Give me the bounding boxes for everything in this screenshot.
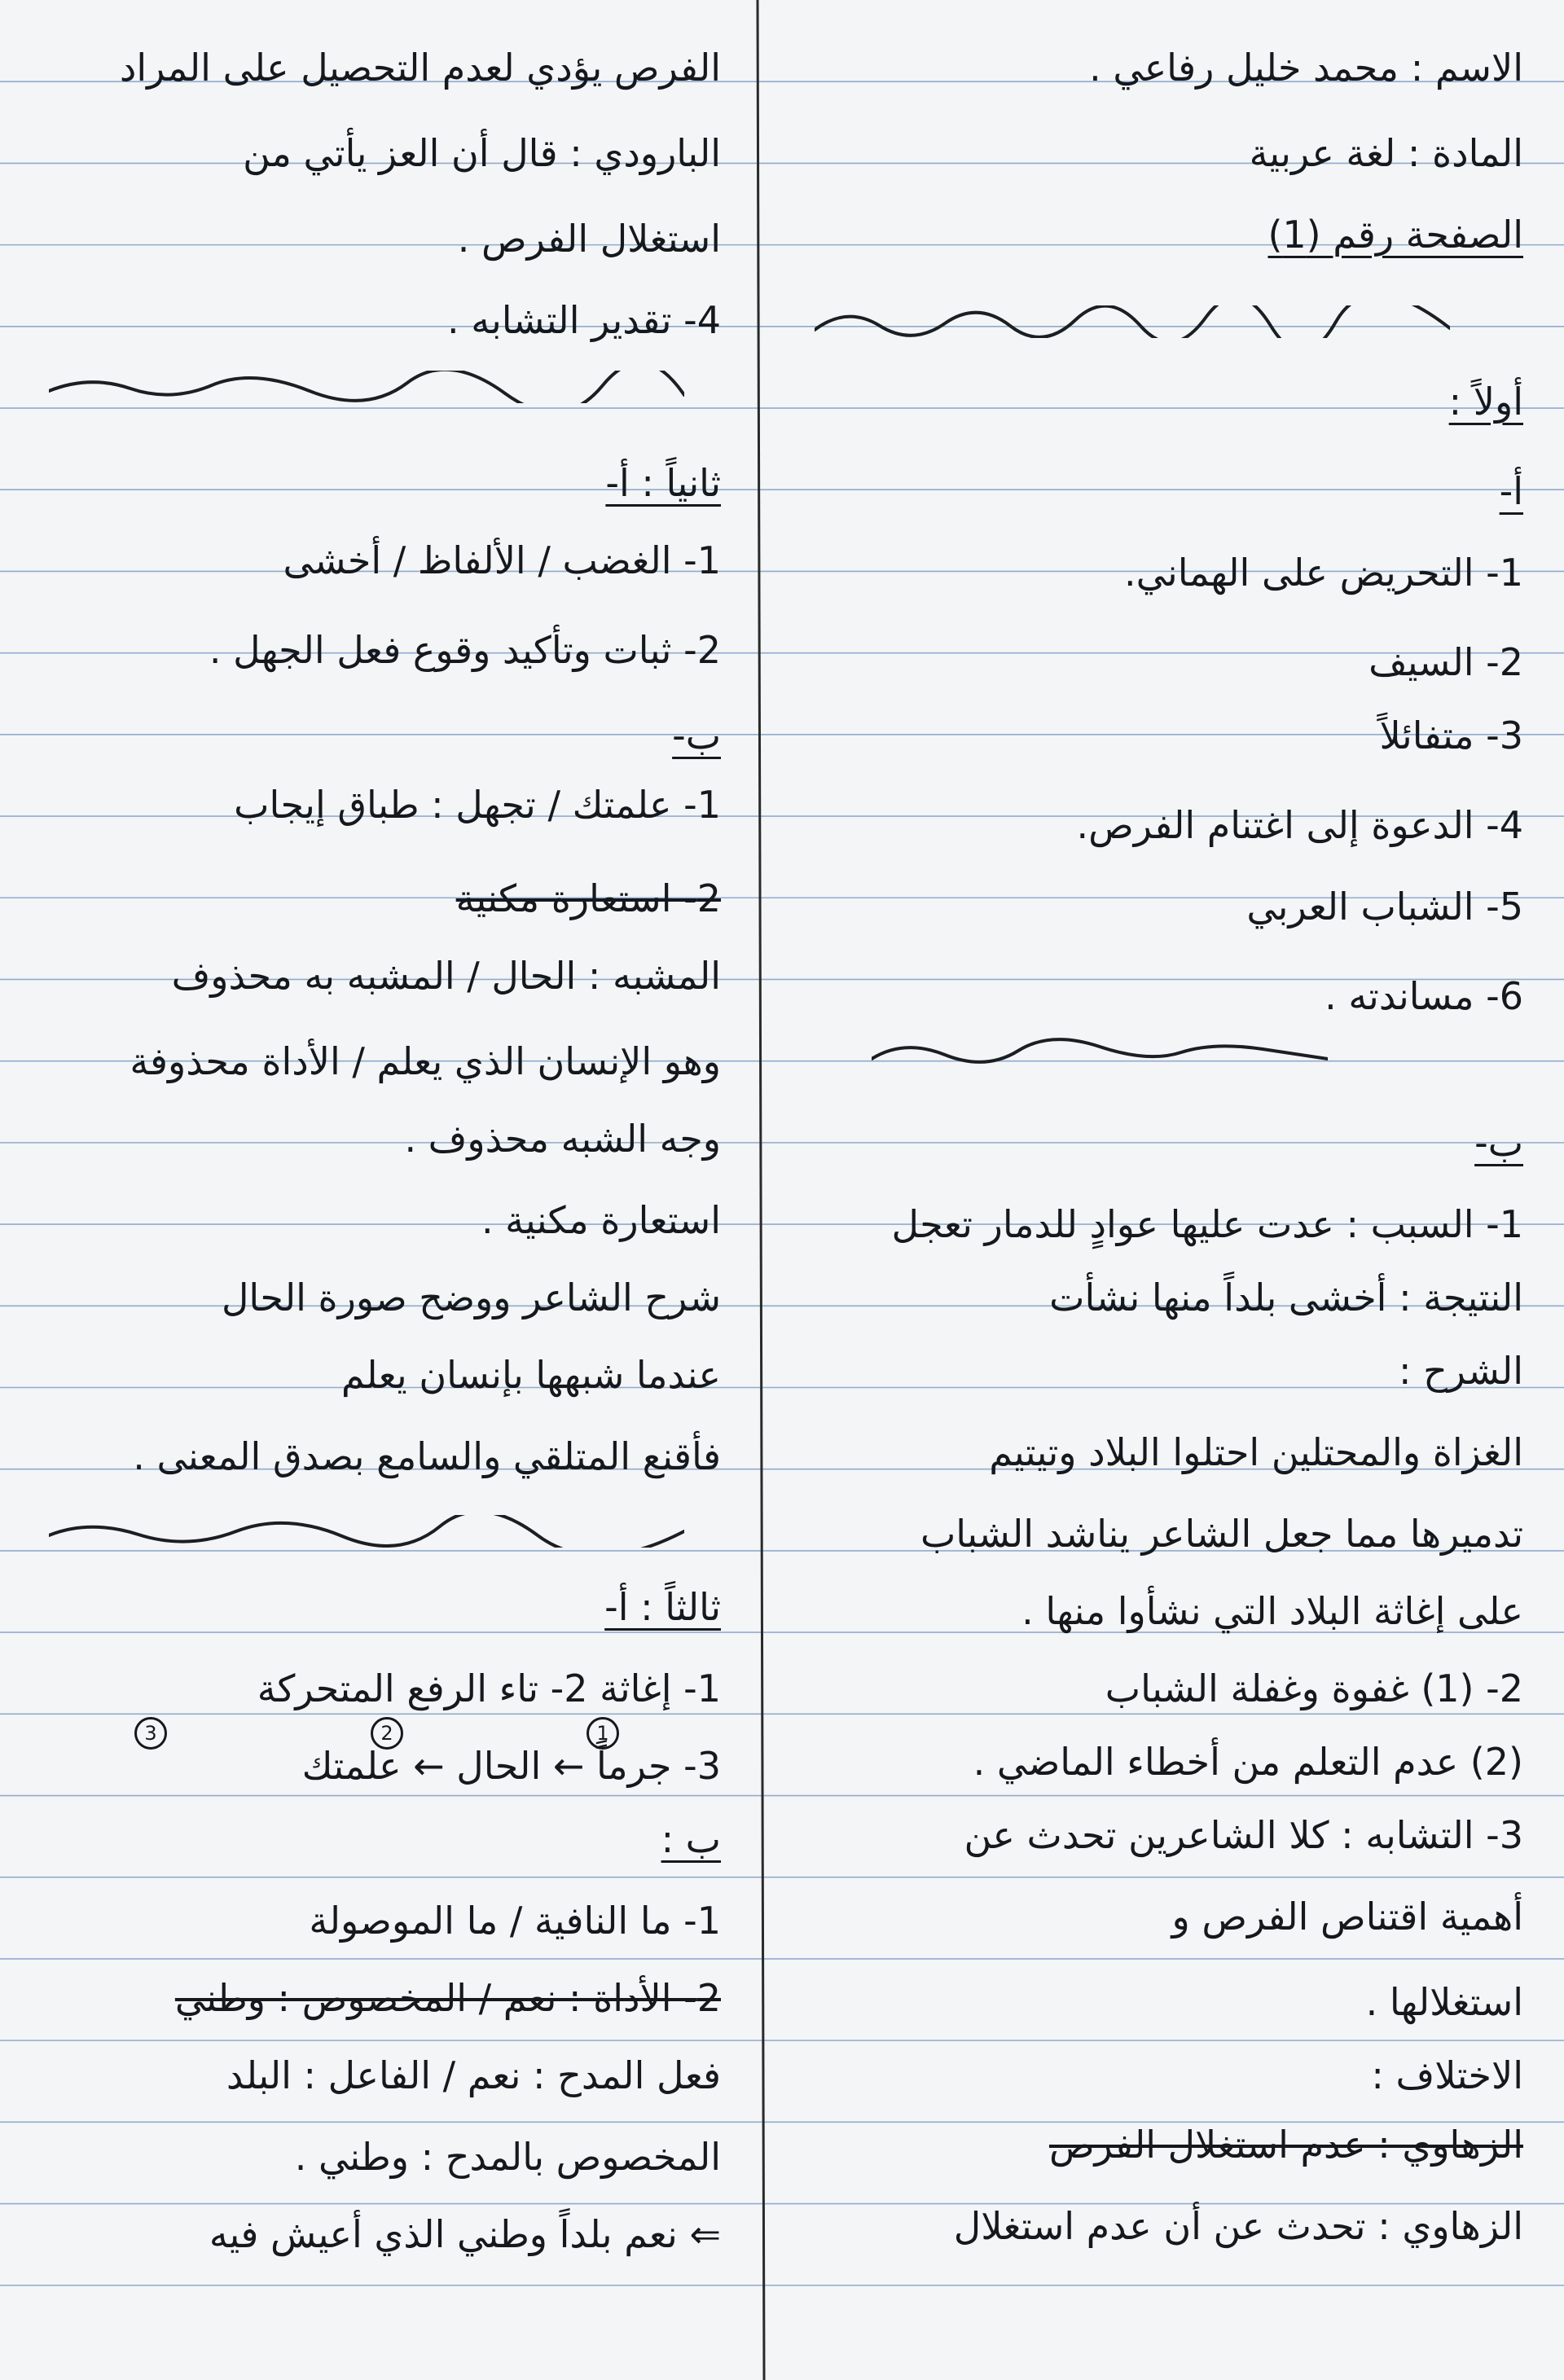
right-column bbox=[766, 0, 1564, 2380]
answer-line: المخصوص بالمدح : وطني . bbox=[294, 2135, 721, 2179]
answer-line: النتيجة : أخشى بلداً منها نشأت bbox=[1049, 1276, 1523, 1320]
answer-line: ب- bbox=[1474, 1121, 1523, 1165]
answer-line: ⇐ نعم بلداً وطني الذي أعيش فيه bbox=[209, 2212, 721, 2256]
answer-line: 1- ما النافية / ما الموصولة bbox=[309, 1899, 721, 1943]
answer-line: البارودي : قال أن العز يأتي من bbox=[243, 131, 721, 175]
answer-line: 1- علمتك / تجهل : طباق إيجاب bbox=[234, 783, 721, 827]
answer-line: ثالثاً : أ- bbox=[604, 1585, 721, 1629]
answer-line: 3- متفائلاً bbox=[1379, 714, 1523, 757]
answer-line: وجه الشبه محذوف . bbox=[404, 1117, 721, 1161]
answer-line: الشرح : bbox=[1398, 1349, 1523, 1393]
answer-line: 2- ثبات وتأكيد وقوع فعل الجهل . bbox=[209, 628, 721, 672]
answer-line: استغلال الفرص . bbox=[457, 217, 721, 261]
answer-line: 2- استعارة مكنية bbox=[455, 876, 721, 920]
circled-number-1: 1 bbox=[586, 1717, 619, 1750]
answer-line: أهمية اقتناص الفرص و bbox=[1171, 1895, 1523, 1939]
answer-line: 1- التحريض على الهماني. bbox=[1123, 551, 1523, 595]
answer-line: فأقنع المتلقي والسامع بصدق المعنى . bbox=[133, 1434, 721, 1478]
answer-line: (2) عدم التعلم من أخطاء الماضي . bbox=[973, 1740, 1523, 1784]
answer-line: 3- التشابه : كلا الشاعرين تحدث عن bbox=[964, 1813, 1523, 1857]
answer-line: 2- (1) غفوة وغفلة الشباب bbox=[1105, 1666, 1523, 1710]
answer-line: 1- الغضب / الألفاظ / أخشى bbox=[283, 538, 721, 582]
answer-line: 2- السيف bbox=[1368, 640, 1523, 684]
answer-line: استعارة مكنية . bbox=[481, 1198, 721, 1242]
answer-line: فعل المدح : نعم / الفاعل : البلد bbox=[226, 2053, 721, 2097]
column-divider bbox=[758, 0, 764, 2380]
answer-line: تدميرها مما جعل الشاعر يناشد الشباب bbox=[920, 1512, 1523, 1556]
answer-line: 4- الدعوة إلى اغتنام الفرص. bbox=[1076, 803, 1523, 847]
circled-number-3: 3 bbox=[134, 1717, 167, 1750]
answer-line: استغلالها . bbox=[1365, 1980, 1523, 2024]
answer-line: وهو الإنسان الذي يعلم / الأداة محذوفة bbox=[130, 1039, 721, 1083]
answer-line: الاختلاف : bbox=[1371, 2053, 1523, 2097]
divider-squiggle bbox=[49, 371, 684, 403]
answer-line: عندما شبهها بإنسان يعلم bbox=[340, 1353, 721, 1397]
answer-line: ب : bbox=[661, 1817, 721, 1861]
answer-line: 2- الأداة : نعم / المخصوص : وطني bbox=[174, 1976, 721, 2020]
left-column bbox=[0, 0, 753, 2380]
answer-line: المشبه : الحال / المشبه به محذوف bbox=[171, 954, 721, 998]
answer-line: 4- تقدير التشابه . bbox=[447, 298, 721, 342]
student-name: الاسم : محمد خليل رفاعي . bbox=[1089, 46, 1523, 90]
answer-line: 5- الشباب العربي bbox=[1246, 885, 1523, 929]
answer-line: 6- مساندته . bbox=[1325, 974, 1523, 1018]
answer-line: 3- جرماً ← الحال ← علمتك bbox=[301, 1744, 721, 1788]
answer-line: الزهاوي : تحدث عن أن عدم استغلال bbox=[953, 2204, 1523, 2248]
answer-line: 1- إغاثة 2- تاء الرفع المتحركة bbox=[257, 1666, 721, 1710]
answer-line: شرح الشاعر ووضح صورة الحال bbox=[221, 1276, 721, 1320]
answer-line: 1- السبب : عدت عليها عوادٍ للدمار تعجل bbox=[891, 1202, 1523, 1246]
divider-squiggle bbox=[872, 1034, 1328, 1067]
answer-line: أ- bbox=[1499, 469, 1523, 513]
subject-label: المادة : لغة عربية bbox=[1249, 131, 1523, 175]
answer-line: الفرص يؤدي لعدم التحصيل على المراد bbox=[119, 46, 721, 90]
answer-line: ب- bbox=[672, 714, 721, 757]
divider-squiggle bbox=[815, 305, 1450, 338]
answer-line: ثانياً : أ- bbox=[605, 461, 721, 505]
answer-line: على إغاثة البلاد التي نشأوا منها . bbox=[1021, 1589, 1523, 1633]
answer-line: الغزاة والمحتلين احتلوا البلاد وتيتيم bbox=[989, 1430, 1523, 1474]
page-number: الصفحة رقم (1) bbox=[1267, 213, 1523, 257]
answer-line: أولاً : bbox=[1448, 380, 1523, 424]
divider-squiggle bbox=[49, 1515, 684, 1548]
circled-number-2: 2 bbox=[371, 1717, 403, 1750]
answer-line: الزهاوي : عدم استغلال الفرص bbox=[1048, 2123, 1523, 2167]
